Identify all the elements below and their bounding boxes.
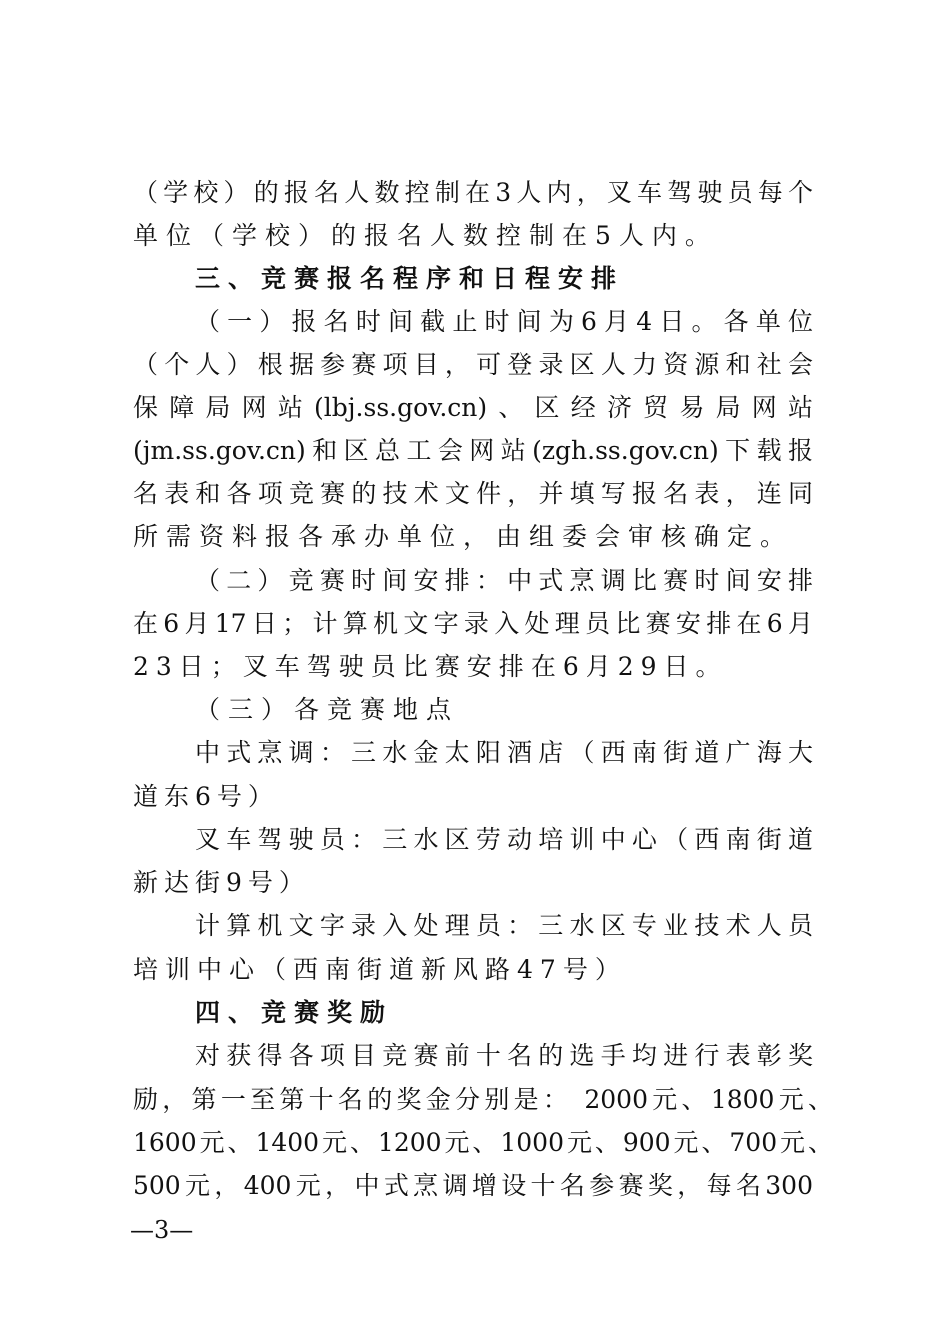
body-line: 500元，400元，中式烹调增设十名参赛奖，每名300 (133, 1171, 813, 1200)
section-heading: 三、竞赛报名程序和日程安排 (195, 264, 625, 293)
section-heading: 四、竞赛奖励 (195, 998, 394, 1027)
body-line: 保障局网站(lbj.ss.gov.cn)、区经济贸易局网站 (133, 393, 813, 422)
body-line: 单位（学校）的报名人数控制在5人内。 (133, 221, 718, 250)
body-line: （二）竞赛时间安排：中式烹调比赛时间安排 (195, 566, 813, 595)
body-line: （个人）根据参赛项目，可登录区人力资源和社会 (133, 350, 813, 379)
body-line: 道东6号） (133, 782, 279, 811)
body-line: 中式烹调：三水金太阳酒店（西南街道广海大 (195, 738, 813, 767)
body-line: 对获得各项目竞赛前十名的选手均进行表彰奖 (195, 1041, 813, 1070)
body-line: （一）报名时间截止时间为6月4日。各单位 (195, 307, 813, 336)
body-line: 计算机文字录入处理员：三水区专业技术人员 (195, 911, 813, 940)
body-line: 23日；叉车驾驶员比赛安排在6月29日。 (133, 652, 728, 681)
body-line: 所需资料报各承办单位，由组委会审核确定。 (133, 522, 794, 551)
body-line: 新达街9号） (133, 868, 310, 897)
page-number: —3— (130, 1216, 194, 1244)
body-line: （三）各竞赛地点 (195, 695, 460, 724)
body-line: (jm.ss.gov.cn)和区总工会网站(zgh.ss.gov.cn)下载报 (133, 436, 813, 465)
body-line: 励，第一至第十名的奖金分别是： 2000元、1800元、 (133, 1085, 833, 1114)
body-line: 叉车驾驶员：三水区劳动培训中心（西南街道 (195, 825, 813, 854)
body-line: 培训中心（西南街道新风路47号） (133, 955, 627, 984)
body-line: 1600元、1400元、1200元、1000元、900元、700元、 (133, 1128, 833, 1157)
body-line: 在6月17日；计算机文字录入处理员比赛安排在6月 (133, 609, 813, 638)
body-line: （学校）的报名人数控制在3人内，叉车驾驶员每个 (133, 178, 813, 207)
body-line: 名表和各项竞赛的技术文件，并填写报名表，连同 (133, 479, 813, 508)
